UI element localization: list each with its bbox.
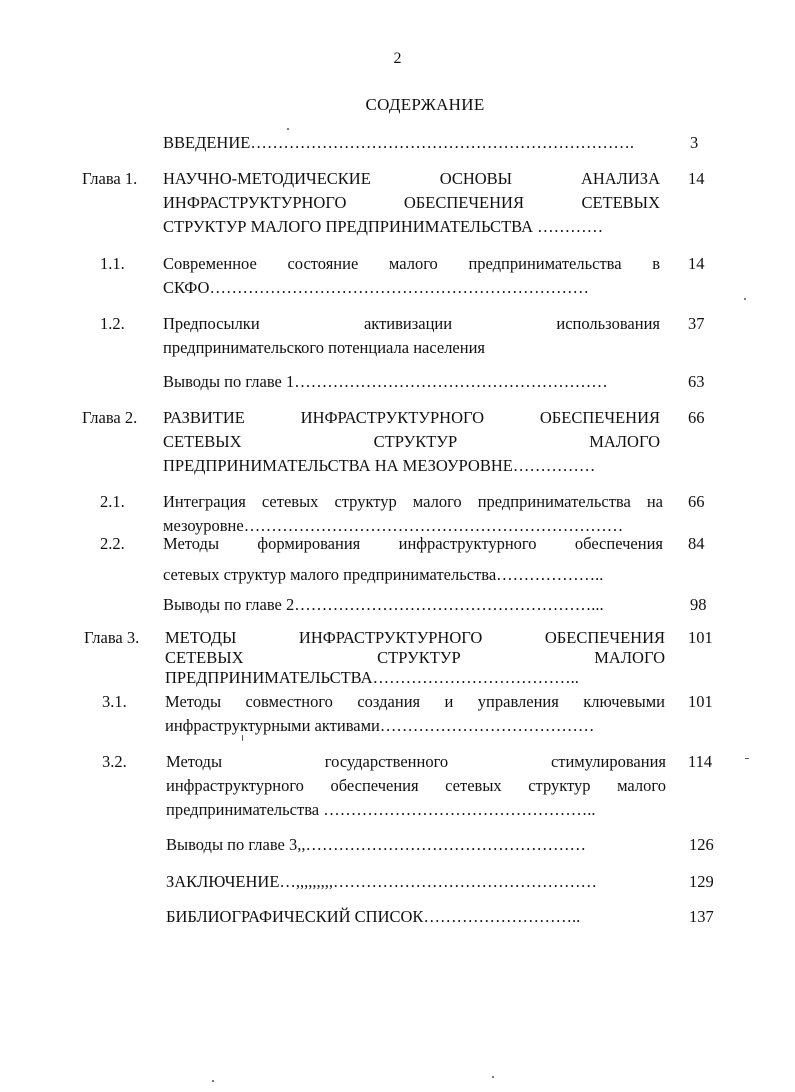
entry-text-line: МЕТОДЫ ИНФРАСТРУКТУРНОГО ОБЕСПЕЧЕНИЯ xyxy=(165,628,665,647)
entry-text-line: ПРЕДПРИНИМАТЕЛЬСТВА……………………………….. xyxy=(165,668,579,687)
entry-text-line: ВВЕДЕНИЕ……………………………………………………………. xyxy=(163,133,634,152)
entry-text-line: ЗАКЛЮЧЕНИЕ…,,,,,,,,,………………………………………… xyxy=(166,872,598,891)
entry-text-line: БИБЛИОГРАФИЧЕСКИЙ СПИСОК……………………….. xyxy=(166,907,581,926)
entry-page-number: 66 xyxy=(688,408,705,427)
entry-page-number: 98 xyxy=(690,595,707,614)
entry-text-line: Выводы по главе 3,,…………………………………………… xyxy=(166,835,586,854)
entry-page-number: 14 xyxy=(688,254,705,273)
scan-speck xyxy=(745,758,749,759)
toc-title: СОДЕРЖАНИЕ xyxy=(365,95,485,114)
entry-text-line: инфраструктурными активами………………………………… xyxy=(165,716,595,735)
entry-page-number: 126 xyxy=(689,835,714,854)
entry-text-line: инфраструктурного обеспечения сетевых структур малого xyxy=(166,776,666,795)
entry-text-line: Методы государственного стимулирования xyxy=(166,752,666,771)
entry-text-line: СЕТЕВЫХ СТРУКТУР МАЛОГО xyxy=(163,432,660,451)
entry-page-number: 63 xyxy=(688,372,705,391)
entry-page-number: 66 xyxy=(688,492,705,511)
entry-text-line: Методы формирования инфраструктурного обеспечения xyxy=(163,534,663,553)
scan-speck xyxy=(492,1076,494,1078)
scan-speck xyxy=(287,128,289,130)
entry-text-line: СКФО…………………………………………………………… xyxy=(163,278,589,297)
entry-text-line: Предпосылки активизации использования xyxy=(163,314,660,333)
entry-page-number: 129 xyxy=(689,872,714,891)
entry-label: 2.2. xyxy=(100,534,125,553)
entry-text-line: ПРЕДПРИНИМАТЕЛЬСТВА НА МЕЗОУРОВНЕ…………… xyxy=(163,456,596,475)
entry-text-line: мезоуровне…………………………………………………………… xyxy=(163,516,624,535)
scan-speck xyxy=(242,735,243,741)
scan-speck xyxy=(212,1080,214,1082)
entry-text-line: Выводы по главе 2………………………………………………... xyxy=(163,595,604,614)
entry-page-number: 37 xyxy=(688,314,705,333)
entry-label: 2.1. xyxy=(100,492,125,511)
entry-label: Глава 3. xyxy=(84,628,140,647)
entry-text-line: предпринимательства ………………………………………….. xyxy=(166,800,596,819)
page-number: 2 xyxy=(393,50,402,67)
entry-page-number: 14 xyxy=(688,169,705,188)
scan-speck xyxy=(744,298,746,300)
entry-page-number: 137 xyxy=(689,907,714,926)
entry-page-number: 101 xyxy=(688,628,713,647)
entry-page-number: 84 xyxy=(688,534,705,553)
entry-label: Глава 2. xyxy=(82,408,138,427)
entry-text-line: предпринимательского потенциала населения xyxy=(163,338,485,357)
entry-page-number: 114 xyxy=(688,752,713,771)
entry-text-line: Выводы по главе 1………………………………………………… xyxy=(163,372,608,391)
entry-text-line: ИНФРАСТРУКТУРНОГО ОБЕСПЕЧЕНИЯ СЕТЕВЫХ xyxy=(163,193,660,212)
entry-text-line: СЕТЕВЫХ СТРУКТУР МАЛОГО xyxy=(165,648,665,667)
entry-text-line: Интеграция сетевых структур малого предпринимательства на xyxy=(163,492,663,511)
entry-text-line: сетевых структур малого предпринимательства……………….. xyxy=(163,565,604,584)
entry-text-line: РАЗВИТИЕ ИНФРАСТРУКТУРНОГО ОБЕСПЕЧЕНИЯ xyxy=(163,408,660,427)
entry-text-line: Современное состояние малого предпринимательства в xyxy=(163,254,660,273)
entry-label: 1.2. xyxy=(100,314,125,333)
entry-text-line: НАУЧНО-МЕТОДИЧЕСКИЕ ОСНОВЫ АНАЛИЗА xyxy=(163,169,660,188)
entry-page-number: 101 xyxy=(688,692,713,711)
entry-label: 3.2. xyxy=(102,752,127,771)
entry-label: Глава 1. xyxy=(82,169,138,188)
entry-text-line: Методы совместного создания и управления ключевыми xyxy=(165,692,665,711)
entry-text-line: СТРУКТУР МАЛОГО ПРЕДПРИНИМАТЕЛЬСТВА ………… xyxy=(163,217,604,236)
entry-page-number: 3 xyxy=(690,133,699,152)
entry-label: 1.1. xyxy=(100,254,125,273)
entry-label: 3.1. xyxy=(102,692,127,711)
